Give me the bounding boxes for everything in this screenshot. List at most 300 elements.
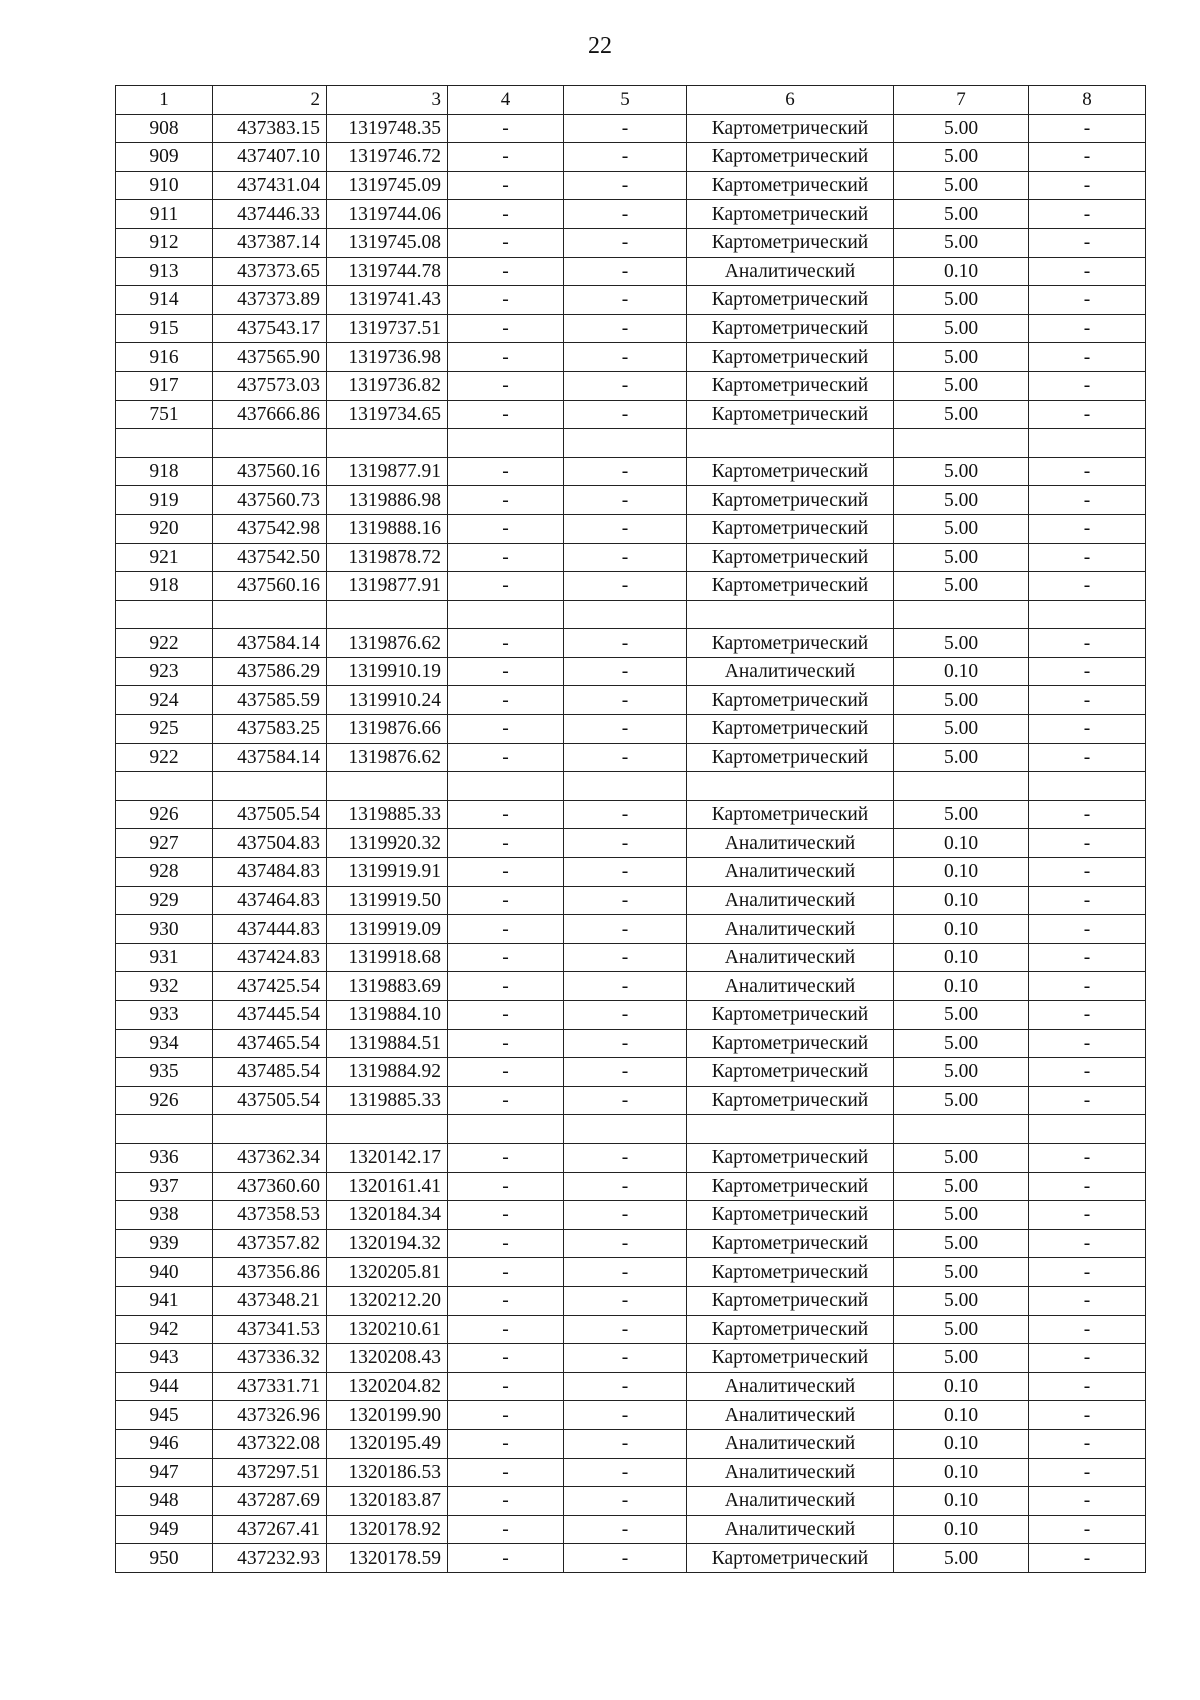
table-cell: 1319886.98 [327, 486, 448, 515]
table-cell: 950 [116, 1544, 213, 1573]
table-cell: - [564, 486, 687, 515]
table-cell: 5.00 [894, 400, 1029, 429]
table-cell: Картометрический [687, 686, 894, 715]
column-header: 8 [1029, 86, 1146, 115]
column-header: 1 [116, 86, 213, 115]
table-cell [327, 1115, 448, 1144]
table-row [116, 343, 1146, 372]
table-cell: - [1029, 657, 1146, 686]
table-cell: 437425.54 [213, 972, 327, 1001]
table-cell: - [564, 943, 687, 972]
table-cell: 942 [116, 1315, 213, 1344]
table-cell [687, 1115, 894, 1144]
table-cell: - [1029, 1544, 1146, 1573]
table-cell: - [564, 686, 687, 715]
table-cell: - [448, 657, 564, 686]
table-cell: - [1029, 1372, 1146, 1401]
table-cell: 5.00 [894, 1286, 1029, 1315]
table-cell: 0.10 [894, 886, 1029, 915]
table-cell: 1320194.32 [327, 1229, 448, 1258]
table-cell: - [448, 200, 564, 229]
table-cell: Картометрический [687, 1086, 894, 1115]
table-cell: 0.10 [894, 1458, 1029, 1487]
table-cell: - [564, 314, 687, 343]
table-cell: Картометрический [687, 143, 894, 172]
table-cell: 919 [116, 486, 213, 515]
table-cell: 437322.08 [213, 1429, 327, 1458]
table-cell: Аналитический [687, 1372, 894, 1401]
table-cell: Аналитический [687, 1515, 894, 1544]
table-cell: 437560.73 [213, 486, 327, 515]
table-cell: 1319877.91 [327, 572, 448, 601]
table-cell: - [1029, 1143, 1146, 1172]
table-cell: - [448, 886, 564, 915]
table-cell: 5.00 [894, 1229, 1029, 1258]
table-cell: 1319884.51 [327, 1029, 448, 1058]
table-cell: Картометрический [687, 200, 894, 229]
table-cell: 437331.71 [213, 1372, 327, 1401]
table-row [116, 1344, 1146, 1373]
table-cell [448, 772, 564, 801]
table-cell: Картометрический [687, 171, 894, 200]
column-header: 7 [894, 86, 1029, 115]
table-cell: 437586.29 [213, 657, 327, 686]
table-cell [448, 600, 564, 629]
table-row [116, 1544, 1146, 1573]
table-cell: - [564, 800, 687, 829]
table-cell: 1319919.09 [327, 915, 448, 944]
table-cell: 5.00 [894, 286, 1029, 315]
table-cell: - [1029, 715, 1146, 744]
table-cell [894, 600, 1029, 629]
table-cell: Картометрический [687, 1258, 894, 1287]
table-cell: 925 [116, 715, 213, 744]
table-cell: - [1029, 1029, 1146, 1058]
table-cell: Аналитический [687, 657, 894, 686]
table-row [116, 829, 1146, 858]
table-cell: 1319919.50 [327, 886, 448, 915]
table-cell: 437357.82 [213, 1229, 327, 1258]
table-cell: 941 [116, 1286, 213, 1315]
table-cell: 1319878.72 [327, 543, 448, 572]
table-cell: Картометрический [687, 371, 894, 400]
table-row [116, 1086, 1146, 1115]
table-cell: Картометрический [687, 1229, 894, 1258]
table-cell: 437505.54 [213, 1086, 327, 1115]
table-cell: 437424.83 [213, 943, 327, 972]
table-row [116, 1058, 1146, 1087]
table-cell [564, 600, 687, 629]
table-cell: Картометрический [687, 629, 894, 658]
table-cell: Картометрический [687, 457, 894, 486]
table-cell: Картометрический [687, 1172, 894, 1201]
table-cell: 437560.16 [213, 457, 327, 486]
table-cell: 5.00 [894, 686, 1029, 715]
table-cell: 929 [116, 886, 213, 915]
table-cell: 5.00 [894, 572, 1029, 601]
table-cell: 5.00 [894, 228, 1029, 257]
table-cell: 437560.16 [213, 572, 327, 601]
table-cell: - [564, 400, 687, 429]
table-cell: 437326.96 [213, 1401, 327, 1430]
table-cell: 1319885.33 [327, 1086, 448, 1115]
table-cell: - [448, 457, 564, 486]
table-cell: - [564, 715, 687, 744]
table-cell: 0.10 [894, 257, 1029, 286]
table-cell: 437446.33 [213, 200, 327, 229]
table-cell: - [1029, 314, 1146, 343]
table-cell: 930 [116, 915, 213, 944]
table-cell [213, 600, 327, 629]
table-cell: - [564, 257, 687, 286]
table-cell: 0.10 [894, 1429, 1029, 1458]
table-row [116, 543, 1146, 572]
table-cell: 5.00 [894, 743, 1029, 772]
table-cell: Аналитический [687, 1487, 894, 1516]
table-cell [116, 1115, 213, 1144]
table-cell: - [448, 400, 564, 429]
table-header-row [116, 86, 1146, 115]
table-row [116, 1172, 1146, 1201]
table-cell: - [1029, 1515, 1146, 1544]
table-cell: - [564, 457, 687, 486]
table-cell: - [448, 1429, 564, 1458]
table-row [116, 800, 1146, 829]
table-cell: - [564, 1544, 687, 1573]
table-cell: - [448, 686, 564, 715]
table-cell: 5.00 [894, 1143, 1029, 1172]
table-cell: 437484.83 [213, 858, 327, 887]
table-cell: 1319745.08 [327, 228, 448, 257]
table-cell: 935 [116, 1058, 213, 1087]
table-cell: 437348.21 [213, 1286, 327, 1315]
table-cell: - [1029, 686, 1146, 715]
table-cell: 437565.90 [213, 343, 327, 372]
table-cell: 0.10 [894, 858, 1029, 887]
table-cell: 0.10 [894, 1401, 1029, 1430]
table-cell: - [564, 200, 687, 229]
table-cell: 5.00 [894, 1001, 1029, 1030]
table-cell: Аналитический [687, 1401, 894, 1430]
table-cell: - [1029, 200, 1146, 229]
table-cell: - [564, 1058, 687, 1087]
table-cell: - [448, 1401, 564, 1430]
coordinates-table [115, 85, 1146, 1573]
table-cell: 437584.14 [213, 629, 327, 658]
table-cell: - [448, 143, 564, 172]
table-cell: - [448, 1544, 564, 1573]
table-row [116, 972, 1146, 1001]
table-cell [116, 772, 213, 801]
table-cell: 947 [116, 1458, 213, 1487]
table-cell: 915 [116, 314, 213, 343]
table-cell: Картометрический [687, 114, 894, 143]
table-row [116, 1029, 1146, 1058]
table-cell: 921 [116, 543, 213, 572]
table-cell: Картометрический [687, 572, 894, 601]
table-cell: - [448, 715, 564, 744]
table-cell: 923 [116, 657, 213, 686]
table-cell: - [564, 972, 687, 1001]
table-cell: 437362.34 [213, 1143, 327, 1172]
table-cell [327, 429, 448, 458]
column-header: 2 [213, 86, 327, 115]
table-cell: Картометрический [687, 514, 894, 543]
table-cell: 945 [116, 1401, 213, 1430]
table-row [116, 1201, 1146, 1230]
table-cell: - [1029, 572, 1146, 601]
table-cell: 909 [116, 143, 213, 172]
column-header: 3 [327, 86, 448, 115]
table-cell: 1319746.72 [327, 143, 448, 172]
table-cell: 926 [116, 800, 213, 829]
table-row [116, 1001, 1146, 1030]
table-cell: 949 [116, 1515, 213, 1544]
table-cell: - [448, 514, 564, 543]
table-cell: - [1029, 1229, 1146, 1258]
table-cell: - [564, 629, 687, 658]
page-number: 22 [588, 33, 612, 59]
table-cell: - [448, 371, 564, 400]
table-cell: 437383.15 [213, 114, 327, 143]
table-cell: Аналитический [687, 1429, 894, 1458]
table-cell [213, 1115, 327, 1144]
table-cell: - [448, 543, 564, 572]
table-cell: - [564, 1372, 687, 1401]
table-cell: - [564, 858, 687, 887]
column-header: 6 [687, 86, 894, 115]
table-cell: 5.00 [894, 1344, 1029, 1373]
table-cell: 1319745.09 [327, 171, 448, 200]
table-cell: - [1029, 1086, 1146, 1115]
table-cell: Картометрический [687, 228, 894, 257]
table-cell: 5.00 [894, 1544, 1029, 1573]
table-cell: 437373.89 [213, 286, 327, 315]
table-row [116, 886, 1146, 915]
table-cell: - [564, 1515, 687, 1544]
table-cell: 926 [116, 1086, 213, 1115]
table-cell: 437573.03 [213, 371, 327, 400]
table-cell: - [448, 1458, 564, 1487]
table-cell: 917 [116, 371, 213, 400]
table-row [116, 743, 1146, 772]
table-cell: - [448, 1001, 564, 1030]
table-row [116, 286, 1146, 315]
table-cell: - [448, 858, 564, 887]
table-cell: 437464.83 [213, 886, 327, 915]
table-cell: - [448, 114, 564, 143]
table-cell: - [564, 1143, 687, 1172]
table-cell: - [564, 114, 687, 143]
table-row [116, 486, 1146, 515]
table-cell: 437505.54 [213, 800, 327, 829]
table-cell: - [448, 171, 564, 200]
table-cell: - [564, 1401, 687, 1430]
table-row [116, 257, 1146, 286]
table-cell: Картометрический [687, 486, 894, 515]
table-cell: - [1029, 1315, 1146, 1344]
table-cell: 1319888.16 [327, 514, 448, 543]
table-cell: 437542.50 [213, 543, 327, 572]
table-cell: 918 [116, 457, 213, 486]
table-cell: 5.00 [894, 371, 1029, 400]
table-cell: - [448, 1058, 564, 1087]
table-cell: 1319744.06 [327, 200, 448, 229]
table-cell: 1319918.68 [327, 943, 448, 972]
table-cell: 943 [116, 1344, 213, 1373]
table-cell: 928 [116, 858, 213, 887]
table-cell: Картометрический [687, 543, 894, 572]
table-cell: - [448, 915, 564, 944]
table-cell: Картометрический [687, 743, 894, 772]
table-cell: 916 [116, 343, 213, 372]
table-cell: 912 [116, 228, 213, 257]
table-cell: 1320195.49 [327, 1429, 448, 1458]
table-cell: - [1029, 114, 1146, 143]
table-cell: 5.00 [894, 800, 1029, 829]
table-cell: - [564, 1086, 687, 1115]
table-cell: 5.00 [894, 1201, 1029, 1230]
table-cell: 1320184.34 [327, 1201, 448, 1230]
table-cell: Картометрический [687, 314, 894, 343]
table-cell: - [1029, 400, 1146, 429]
table-cell: - [1029, 228, 1146, 257]
table-cell: 1319741.43 [327, 286, 448, 315]
table-cell: - [564, 572, 687, 601]
table-cell: 0.10 [894, 1515, 1029, 1544]
table-cell: 946 [116, 1429, 213, 1458]
table-cell: 0.10 [894, 657, 1029, 686]
table-cell: - [448, 800, 564, 829]
table-cell: 936 [116, 1143, 213, 1172]
table-cell: Аналитический [687, 915, 894, 944]
table-cell: 5.00 [894, 1172, 1029, 1201]
table-cell: - [448, 486, 564, 515]
table-cell: 751 [116, 400, 213, 429]
table-cell: 5.00 [894, 171, 1029, 200]
table-cell: 1319734.65 [327, 400, 448, 429]
table-cell: Аналитический [687, 943, 894, 972]
table-cell: - [1029, 1201, 1146, 1230]
table-cell: 0.10 [894, 829, 1029, 858]
table-cell: - [564, 1429, 687, 1458]
table-cell: 1320178.92 [327, 1515, 448, 1544]
table-cell [213, 429, 327, 458]
table-row [116, 1143, 1146, 1172]
table-cell: 5.00 [894, 1315, 1029, 1344]
table-cell: - [1029, 972, 1146, 1001]
table-cell: - [448, 1229, 564, 1258]
table-cell: - [1029, 1344, 1146, 1373]
table-cell: - [448, 972, 564, 1001]
table-cell: 1319885.33 [327, 800, 448, 829]
table-cell: 437543.17 [213, 314, 327, 343]
table-cell: - [448, 1286, 564, 1315]
table-cell: - [1029, 514, 1146, 543]
table-row [116, 1315, 1146, 1344]
table-cell: - [448, 1344, 564, 1373]
table-cell: Аналитический [687, 886, 894, 915]
table-cell: - [1029, 1058, 1146, 1087]
table-row [116, 1515, 1146, 1544]
table-cell [327, 600, 448, 629]
table-cell: Картометрический [687, 1344, 894, 1373]
table-cell: Картометрический [687, 1143, 894, 1172]
table-cell: - [1029, 143, 1146, 172]
table-row [116, 400, 1146, 429]
table-cell [1029, 1115, 1146, 1144]
table-cell: 934 [116, 1029, 213, 1058]
table-cell: 1320161.41 [327, 1172, 448, 1201]
table-cell: - [1029, 1429, 1146, 1458]
table-cell: 1320199.90 [327, 1401, 448, 1430]
table-cell: - [448, 286, 564, 315]
table-cell: - [1029, 1487, 1146, 1516]
table-cell: - [1029, 171, 1146, 200]
table-cell: - [1029, 1001, 1146, 1030]
table-row [116, 943, 1146, 972]
table-cell: 5.00 [894, 114, 1029, 143]
table-cell: 5.00 [894, 1086, 1029, 1115]
table-row [116, 371, 1146, 400]
table-row [116, 171, 1146, 200]
table-cell: - [448, 1515, 564, 1544]
table-cell: 0.10 [894, 943, 1029, 972]
table-cell: 1320205.81 [327, 1258, 448, 1287]
table-cell: - [564, 543, 687, 572]
table-cell: - [564, 286, 687, 315]
table-cell: - [564, 1286, 687, 1315]
table-cell: 1319736.98 [327, 343, 448, 372]
table-cell: 908 [116, 114, 213, 143]
table-cell: - [1029, 457, 1146, 486]
table-cell: 437542.98 [213, 514, 327, 543]
table-row [116, 514, 1146, 543]
table-cell: - [564, 657, 687, 686]
table-cell: - [448, 228, 564, 257]
table-cell: - [448, 1201, 564, 1230]
table-cell: 1319910.19 [327, 657, 448, 686]
table-row [116, 114, 1146, 143]
table-cell: Картометрический [687, 343, 894, 372]
table-cell: - [1029, 371, 1146, 400]
table-cell [687, 429, 894, 458]
table-cell: - [564, 171, 687, 200]
table-row [116, 228, 1146, 257]
table-cell: 437444.83 [213, 915, 327, 944]
table-cell: 1320212.20 [327, 1286, 448, 1315]
table-cell: 5.00 [894, 514, 1029, 543]
table-cell: 924 [116, 686, 213, 715]
table-cell: 939 [116, 1229, 213, 1258]
table-cell: - [564, 228, 687, 257]
table-cell: - [1029, 1258, 1146, 1287]
table-cell: - [448, 314, 564, 343]
table-cell: Картометрический [687, 400, 894, 429]
table-cell: 922 [116, 629, 213, 658]
table-cell: - [1029, 943, 1146, 972]
table-cell: 1319737.51 [327, 314, 448, 343]
table-cell [894, 772, 1029, 801]
table-cell: - [448, 257, 564, 286]
table-cell: Аналитический [687, 1458, 894, 1487]
table-cell: 1319736.82 [327, 371, 448, 400]
table-cell: - [1029, 1286, 1146, 1315]
table-cell: Картометрический [687, 1286, 894, 1315]
table-cell: - [1029, 257, 1146, 286]
table-cell: 1319883.69 [327, 972, 448, 1001]
table-cell: 933 [116, 1001, 213, 1030]
